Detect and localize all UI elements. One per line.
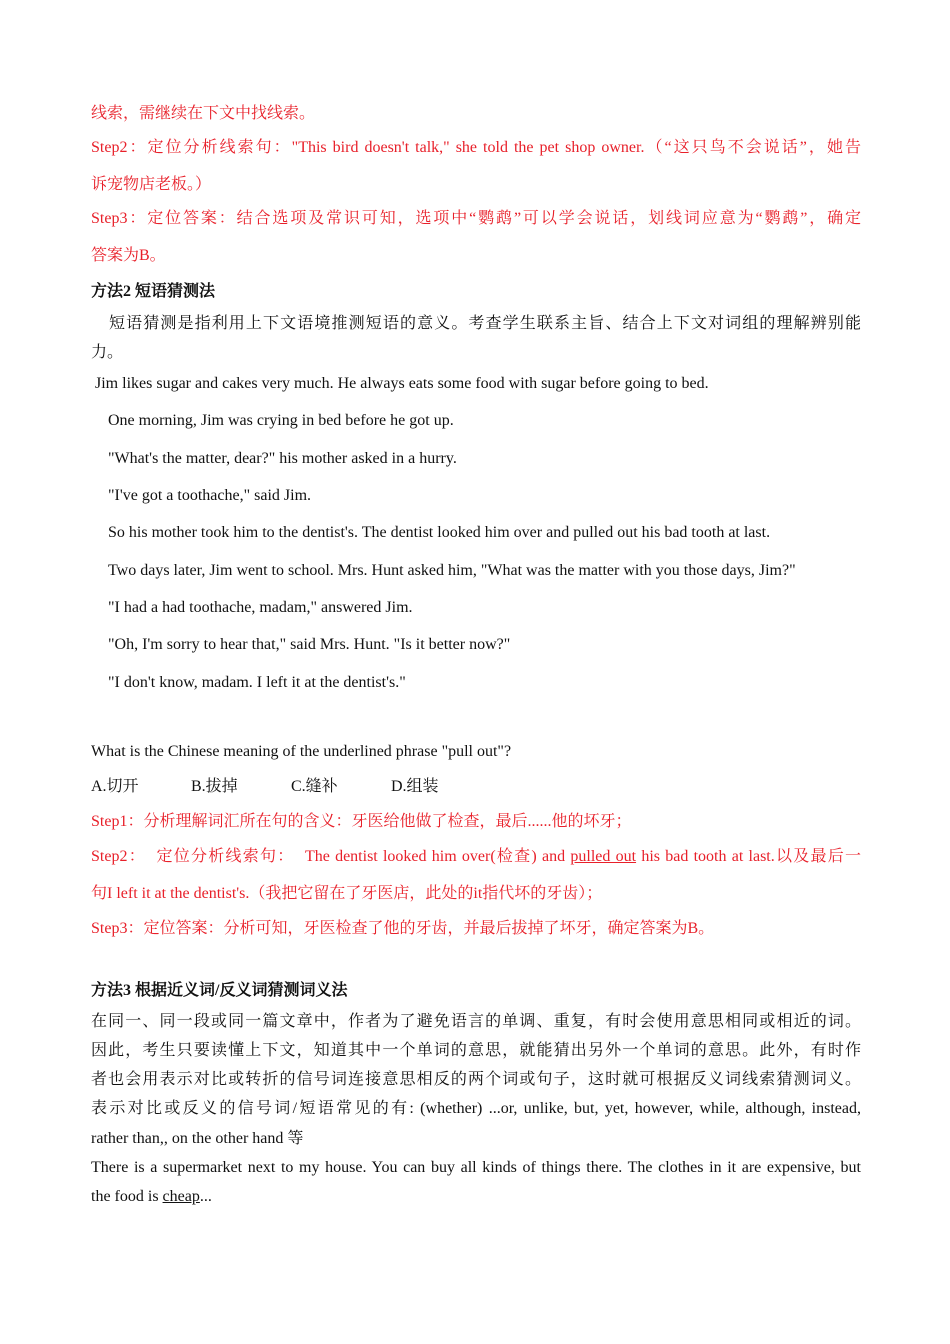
option-d: D.组装 <box>391 778 439 795</box>
method3-para-line: 因此，考生只要读懂上下文，知道其中一个单词的意思，就能猜出另外一个单词的意思。此外，有时作 <box>91 1042 861 1059</box>
option-c: C.缝补 <box>291 778 338 795</box>
example-post: ... <box>199 1188 212 1205</box>
method3-para-line: 表示对比或反义的信号词/短语常见的有: (whether) ...or, unlike, but, yet, however, while, although, instead, <box>91 1100 861 1117</box>
method2-intro-cont: 力。 <box>91 344 124 361</box>
step2-line-cont: 诉宠物店老板。） <box>91 176 212 193</box>
clue-note-line: 线索，需继续在下文中找线索。 <box>91 105 316 122</box>
passage-line: Two days later, Jim went to school. Mrs. Hunt asked him, "What was the matter with you those days, Jim?" <box>108 562 796 579</box>
passage-line: Jim likes sugar and cakes very much. He always eats some food with sugar before going to bed. <box>95 375 709 392</box>
method3-para-line: 者也会用表示对比或转折的信号词连接意思相反的两个词或句子，这时就可根据反义词线索猜测词义。 <box>91 1071 861 1088</box>
m2-step2-pre: Step2： 定位分析线索句： The dentist looked him over(检查) and <box>91 848 571 865</box>
question: What is the Chinese meaning of the underlined phrase "pull out"? <box>91 743 512 760</box>
passage-line: One morning, Jim was crying in bed before he got up. <box>108 412 454 429</box>
m2-step2-post: his bad tooth at last.以及最后一 <box>636 848 861 865</box>
passage-line: So his mother took him to the dentist's. The dentist looked him over and pulled out his bad tooth at last. <box>108 524 771 541</box>
passage-line: "I had a had toothache, madam," answered Jim. <box>108 599 413 616</box>
step3-line: Step3：定位答案：结合选项及常识可知，选项中“鹦鹉”可以学会说话，划线词应意为“鹦鹉”，确定 <box>91 210 861 227</box>
m2-step2-cont: 句I left it at the dentist's.（我把它留在了牙医店，此处的it指代坏的牙齿）； <box>91 885 603 902</box>
option-b: B.拔掉 <box>191 778 238 795</box>
passage-line: "What's the matter, dear?" his mother asked in a hurry. <box>108 450 457 467</box>
example-line: There is a supermarket next to my house. You can buy all kinds of things there. The clothes in it are expensive, but <box>91 1159 861 1176</box>
example-line-cont <box>91 1187 861 1207</box>
method2-intro: 短语猜测是指利用上下文语境推测短语的意义。考查学生联系主旨、结合上下文对词组的理解辨别能 <box>109 315 861 332</box>
answer-options <box>91 777 861 797</box>
underlined-word: cheap <box>162 1188 200 1205</box>
step3-line-cont: 答案为B。 <box>91 247 166 264</box>
passage-line: "I've got a toothache," said Jim. <box>108 487 312 504</box>
m2-step1: Step1：分析理解词汇所在句的含义：牙医给他做了检查，最后......他的坏牙； <box>91 813 632 830</box>
method3-para-line: rather than,, on the other hand 等 <box>91 1130 304 1147</box>
example-pre: the food is <box>91 1188 163 1205</box>
option-a: A.切开 <box>91 778 139 795</box>
passage-line: "I don't know, madam. I left it at the dentist's." <box>108 674 406 691</box>
m2-step2 <box>91 847 861 867</box>
passage-line: "Oh, I'm sorry to hear that," said Mrs. Hunt. "Is it better now?" <box>108 636 511 653</box>
method2-heading: 方法2 短语猜测法 <box>91 283 216 300</box>
method3-heading: 方法3 根据近义词/反义词猜测词义法 <box>91 982 348 999</box>
method3-para-line: 在同一、同一段或同一篇文章中，作者为了避免语言的单调、重复，有时会使用意思相同或相近的词。 <box>91 1013 861 1030</box>
underlined-phrase: pulled out <box>570 848 637 865</box>
m2-step3: Step3：定位答案：分析可知，牙医检查了他的牙齿，并最后拔掉了坏牙，确定答案为B。 <box>91 920 715 937</box>
step2-line: Step2：定位分析线索句："This bird doesn't talk," she told the pet shop owner.（“这只鸟不会说话”，她告 <box>91 139 861 156</box>
